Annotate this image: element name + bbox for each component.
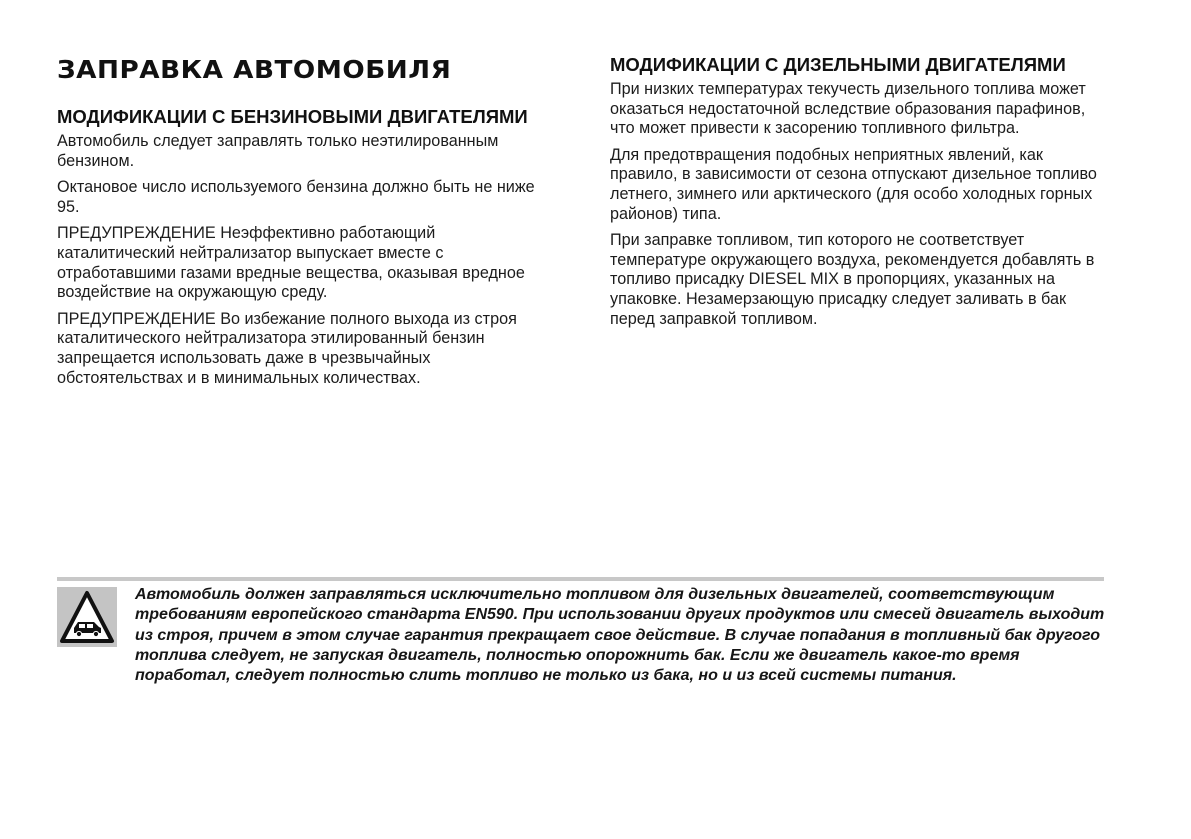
diesel-paragraph: При заправке топливом, тип которого не соответствует температуре окружающего воздуха, рекомендуется добавлять в топливо присадку DIESEL MIX в пропорциях, указанных на упаковке. Незамерзающую присадку следует заливать в бак перед заправкой топливом.	[610, 231, 1095, 328]
diesel-section	[610, 55, 1110, 336]
petrol-warning-paragraph: ПРЕДУПРЕЖДЕНИЕ Неэффективно работающий каталитический нейтрализатор выпускает вместе с отработавшими газами вредные вещества, оказывая вредное воздействие на окружающую среду.	[57, 224, 525, 302]
petrol-paragraph: Октановое число используемого бензина должно быть не ниже 95.	[57, 178, 535, 216]
page-title: ЗАПРАВКА АВТОМОБИЛЯ	[57, 55, 452, 84]
diesel-paragraph: Для предотвращения подобных неприятных явлений, как правило, в зависимости от сезона отпускают дизельное топливо летнего, зимнего или арктического (для особо холодных горных районов) типа.	[610, 145, 1097, 223]
diesel-fuel-warning-text: Автомобиль должен заправляться исключительно топливом для дизельных двигателей, соответствующим требованиям европейского стандарта EN590. При использовании других продуктов или смесей двигатель выходит из строя, причем в этом случае гарантия прекращает свое действие. В случае попадания в топливный бак другого топлива следует, не запуская двигатель, полностью опорожнить бак. Если же двигатель какое-то время поработал, следует полностью слить топливо не только из бака, но и из всей системы питания.	[135, 586, 1105, 685]
petrol-warning-paragraph: ПРЕДУПРЕЖДЕНИЕ Во избежание полного выхода из строя каталитического нейтрализатора этилированный бензин запрещается использовать даже в чрезвычайных обстоятельствах и в минимальных количествах.	[57, 309, 517, 387]
petrol-section	[57, 107, 557, 395]
petrol-paragraph: Автомобиль следует заправлять только неэтилированным бензином.	[57, 132, 499, 170]
diesel-paragraph: При низких температурах текучесть дизельного топлива может оказаться недостаточной вследствие образования парафинов, что может привести к засорению топливного фильтра.	[610, 80, 1086, 138]
car-warning-triangle-icon	[57, 587, 117, 647]
petrol-heading: МОДИФИКАЦИИ С БЕНЗИНОВЫМИ ДВИГАТЕЛЯМИ	[57, 106, 528, 127]
warning-divider	[57, 577, 1104, 581]
diesel-heading: МОДИФИКАЦИИ С ДИЗЕЛЬНЫМИ ДВИГАТЕЛЯМИ	[610, 54, 1066, 75]
